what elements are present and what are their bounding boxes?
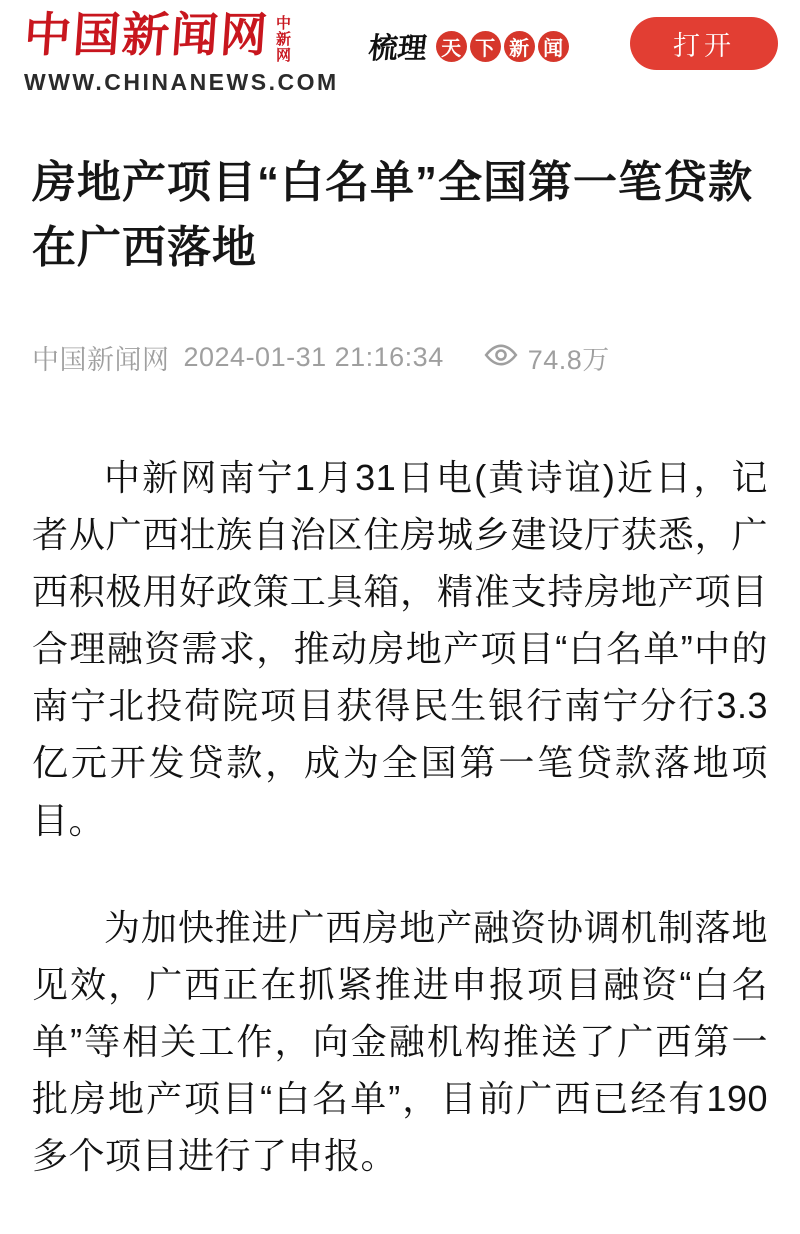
brand-website-url: WWW.CHINANEWS.COM [24, 69, 339, 95]
slogan-circle-char: 天 [436, 31, 467, 62]
article-datetime: 2024-01-31 21:16:34 [183, 342, 444, 373]
view-count-value: 74.8万 [527, 345, 610, 376]
eye-icon [484, 343, 518, 374]
brand-calligraphy-text: 中国新闻网 [22, 10, 271, 62]
slogan-circle-char: 下 [470, 31, 501, 62]
open-app-button[interactable]: 打开 [630, 17, 778, 70]
article-source: 中国新闻网 [32, 345, 170, 376]
slogan-circle-char: 闻 [538, 31, 569, 62]
view-count [484, 338, 610, 377]
article-meta [32, 338, 768, 377]
brand-slogan [366, 26, 569, 67]
chinanews-logo[interactable] [24, 12, 339, 96]
article-body [32, 449, 768, 1184]
slogan-circle-char: 新 [504, 31, 535, 62]
article-paragraph: 中新网南宁1月31日电(黄诗谊)近日，记者从广西壮族自治区住房城乡建设厅获悉，广西积极用好政策工具箱，精准支持房地产项目合理融资需求，推动房地产项目“白名单”中的南宁北投荷院项目获得民生银行南宁分行3.3亿元开发贷款，成为全国第一笔贷款落地项目。 [32, 457, 768, 841]
brand-vertical-text: 中新网 [274, 15, 291, 63]
slogan-prefix-text: 梳理 [366, 33, 429, 65]
article [0, 150, 800, 1184]
article-paragraph: 为加快推进广西房地产融资协调机制落地见效，广西正在抓紧推进申报项目融资“白名单”等相关工作，向金融机构推送了广西第一批房地产项目“白名单”，目前广西已经有190多个项目进行了申报。 [32, 906, 768, 1176]
app-banner [0, 0, 800, 102]
article-title: 房地产项目“白名单”全国第一笔贷款在广西落地 [32, 158, 753, 273]
